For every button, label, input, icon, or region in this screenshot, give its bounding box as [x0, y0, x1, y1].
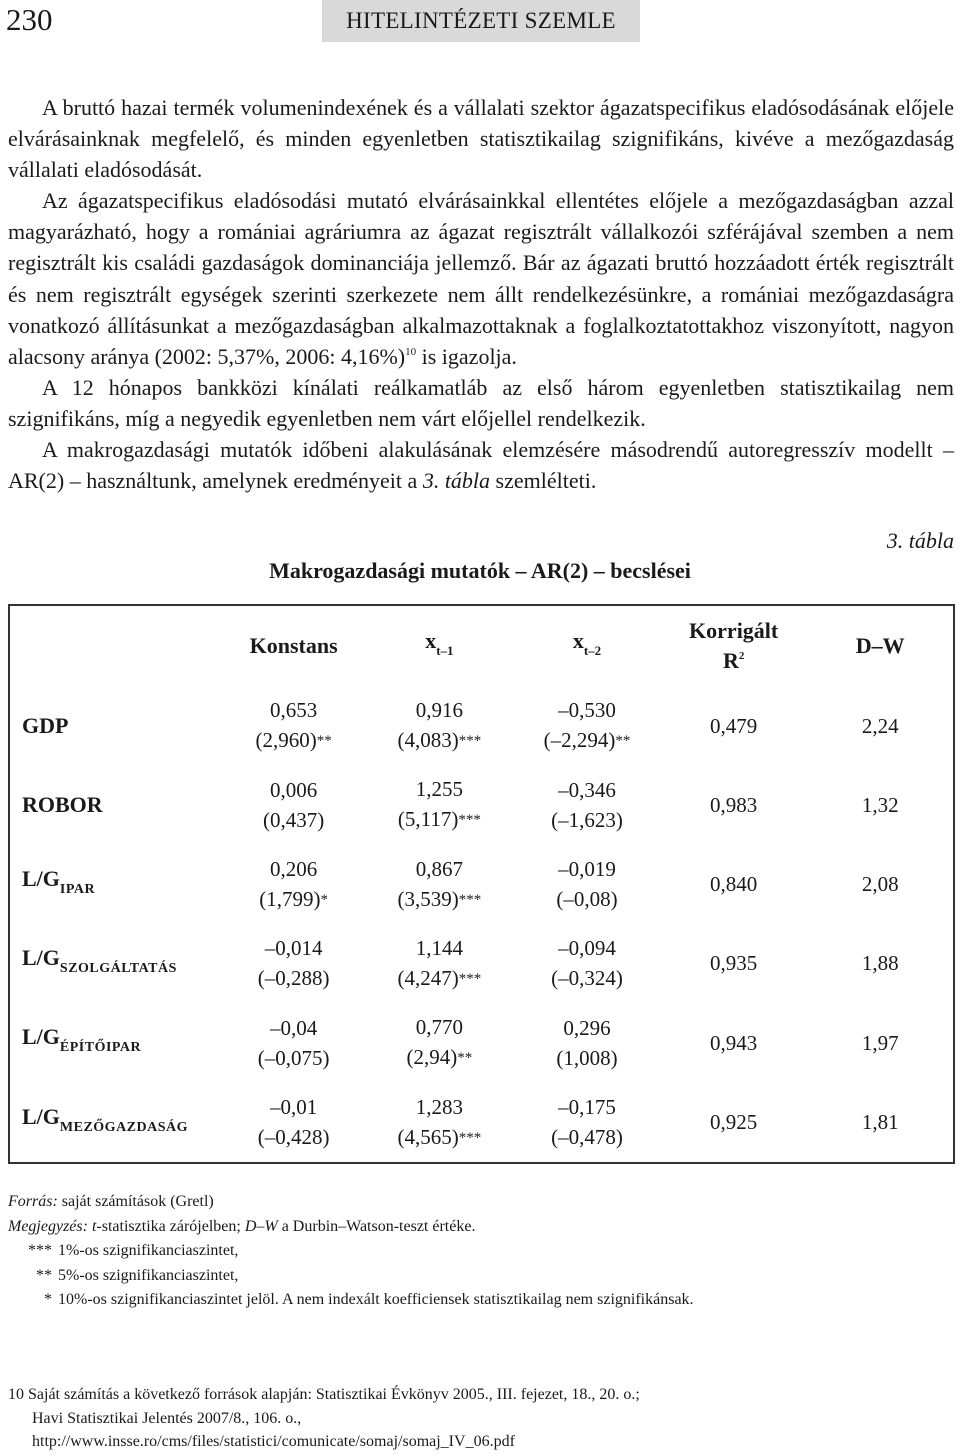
row-label-subscript: IPAR [59, 881, 96, 897]
significance-stars: *** [458, 812, 481, 829]
sig-stars-1: *** [28, 1242, 52, 1259]
remark-t: t [87, 1217, 97, 1235]
significance-stars: ** [316, 733, 332, 750]
row-label [9, 845, 223, 924]
paragraph-1: A bruttó hazai termék volumenindexének és a vállalati szektor ágazatspecifikus eladósodásának előjele elvárásainknak megfelelő, és minden egyenletben statisztikailag szignifikáns, kivéve a mezőgazdaság vállalati eladósodását. [8, 95, 954, 183]
t-stat-value: (4,247) [397, 965, 459, 990]
remark-text-1: -statisztika zárójelben; [96, 1217, 245, 1235]
remark-label: Megjegyzés: [8, 1217, 88, 1235]
row-label-main: L/G [22, 1024, 60, 1050]
coef-cell [223, 1082, 365, 1163]
t-stat-value: (4,565) [397, 1124, 459, 1149]
significance-stars: * [320, 891, 329, 908]
dw-cell: 2,24 [861, 713, 899, 738]
dw-cell: 1,97 [861, 1030, 899, 1055]
header-konstans: Konstans [249, 633, 338, 658]
coef-value: 1,144 [415, 935, 463, 960]
t-stat-value: (2,960) [255, 728, 317, 753]
coef-value: 0,916 [415, 698, 463, 723]
sig-stars-3: * [44, 1291, 52, 1308]
row-label-main: GDP [22, 712, 69, 738]
coef-cell [365, 1082, 515, 1163]
coef-value: 0,296 [563, 1015, 611, 1040]
t-stat-value: (–0,324) [551, 966, 623, 991]
table-label: 3. tábla [886, 528, 954, 553]
header-x1-symbol: x [425, 628, 437, 653]
header-r2-symbol: R [722, 648, 739, 673]
significance-stars: *** [458, 970, 482, 987]
coef-value: –0,094 [558, 936, 616, 961]
table-notes [8, 1190, 694, 1313]
t-stat-value: (3,539) [397, 886, 459, 911]
t-stat-value: (1,008) [556, 1045, 618, 1070]
significance-stars: *** [458, 1129, 482, 1146]
coef-value: –0,04 [270, 1015, 318, 1040]
r2-cell: 0,943 [710, 1030, 758, 1055]
coef-cell [365, 924, 515, 1003]
results-table [8, 604, 955, 1164]
table-row [9, 765, 954, 844]
t-stat-value: (2,94) [406, 1045, 458, 1070]
significance-stars: ** [615, 733, 631, 750]
table-row [9, 1082, 954, 1163]
t-stat-value: (–0,08) [556, 887, 618, 912]
row-label-main: ROBOR [22, 791, 103, 817]
source-note [8, 1190, 694, 1215]
dw-cell: 1,81 [861, 1110, 899, 1135]
sig-stars-2: ** [36, 1266, 52, 1284]
table-row [9, 1003, 954, 1082]
coef-value: 0,770 [415, 1015, 463, 1040]
footnote-line-2: Havi Statisztikai Jelentés 2007/8., 106. o., [32, 1409, 302, 1427]
coef-cell [365, 845, 515, 924]
source-label: Forrás: [8, 1193, 58, 1210]
sig-note-2 [8, 1264, 694, 1289]
significance-stars: *** [458, 891, 482, 908]
coef-value: 1,255 [415, 777, 463, 802]
coef-cell [365, 686, 515, 765]
paragraph-2-end: is igazolja. [416, 343, 517, 369]
header-x-t1 [365, 605, 515, 686]
t-stat-value: (–2,294) [543, 728, 616, 753]
coef-value: –0,014 [264, 936, 323, 961]
paragraph-4-end: szemlélteti. [490, 468, 597, 494]
paragraph-2-main: Az ágazatspecifikus eladósodási mutató elvárásainkkal ellentétes előjele a mezőgazdaságban azzal magyarázható, hogy a romániai agráriumra az ágazat regisztrált vállalkozói szférájával szemben a nem regisztrált kis családi gazdaságok dominanciája jellemző. Bár az ágazati bruttó hozzáadott érték regisztrált és nem regisztrált egységek szerinti szerkezete nem állt rendelkezésünkre, a romániai mezőgazdaságra vonatkozó állításunkat a mezőgazdaságban alkalmazottaknak a foglalkoztatottakhoz viszonyított, nagyon alacsony aránya (2002: 5,37%, 2006: 4,16%) [8, 188, 954, 369]
t-stat-value: (–0,428) [257, 1125, 330, 1150]
coef-value: 0,653 [270, 698, 318, 723]
remark-note [8, 1215, 694, 1240]
source-text: saját számítások (Gretl) [57, 1193, 214, 1210]
remark-dw: D–W [244, 1217, 278, 1235]
t-stat-value: (–0,288) [257, 966, 330, 991]
row-label [9, 686, 223, 765]
row-label [9, 765, 223, 844]
page-number: 230 [6, 2, 53, 37]
header-empty [9, 605, 223, 686]
dw-cell: 1,32 [861, 792, 899, 817]
header-r2-sup: 2 [738, 650, 745, 662]
row-label-main: L/G [22, 944, 60, 970]
coef-cell [223, 845, 365, 924]
table-row [9, 845, 954, 924]
coef-value: –0,01 [270, 1095, 318, 1120]
sig-note-1 [8, 1239, 694, 1264]
remark-text-2: a Durbin–Watson-teszt értéke. [277, 1217, 476, 1235]
header-x2-symbol: x [572, 628, 584, 653]
coef-cell [514, 765, 660, 844]
paragraph-3: A 12 hónapos bankközi kínálati reálkamatláb az első három egyenletben statisztikailag nem szignifikáns, míg a negyedik egyenletben nem várt előjellel rendelkezik. [8, 374, 954, 431]
header-x2-subscript: t–2 [583, 643, 602, 658]
header-x-t2 [514, 605, 660, 686]
coef-value: –0,019 [558, 857, 616, 882]
row-label-subscript: SZOLGÁLTATÁS [59, 960, 177, 976]
header-r2-line1: Korrigált [689, 618, 779, 643]
coef-cell [223, 765, 365, 844]
coef-cell [365, 765, 515, 844]
footnote-url[interactable]: http://www.insse.ro/cms/files/statistici/comunicate/somaj/somaj_IV_06.pdf [32, 1433, 515, 1450]
r2-cell: 0,479 [710, 713, 758, 738]
paragraph-4-start: A makrogazdasági mutatók időbeni alakulásának elemzésére másodrendű autoregresszív modellt – AR(2) – használtunk, amelynek eredményeit a [8, 437, 954, 494]
coef-cell [514, 686, 660, 765]
header-adjusted-r2 [660, 605, 808, 686]
paragraph-4 [8, 434, 954, 496]
coef-cell [514, 1003, 660, 1082]
coef-cell [514, 924, 660, 1003]
row-label-subscript: ÉPÍTŐIPAR [59, 1040, 142, 1056]
coef-value: –0,530 [558, 698, 616, 723]
r2-cell: 0,925 [710, 1110, 758, 1135]
r2-cell: 0,935 [710, 951, 758, 976]
row-label-main: L/G [22, 1103, 60, 1129]
coef-cell [223, 1003, 365, 1082]
significance-stars: *** [458, 733, 482, 750]
r2-cell: 0,983 [710, 792, 758, 817]
t-stat-value: (4,083) [397, 728, 459, 753]
footnote-line-1: 10 Saját számítás a következő források alapján: Statisztikai Évkönyv 2005., III. fejezet, 18., 20. o.; [8, 1386, 640, 1403]
page-header [0, 0, 960, 42]
t-stat-value: (–0,075) [257, 1045, 330, 1070]
coef-cell [514, 845, 660, 924]
row-label [9, 1003, 223, 1082]
header-dw: D–W [855, 633, 905, 658]
t-stat-value: (0,437) [263, 807, 325, 832]
table-title: Makrogazdasági mutatók – AR(2) – becslései [269, 558, 691, 583]
footnote [8, 1383, 640, 1454]
coef-cell [223, 924, 365, 1003]
footnote-ref: 10 [405, 345, 417, 358]
sig-text-2: 5%-os szignifikanciaszintet, [58, 1266, 239, 1284]
row-label [9, 924, 223, 1003]
table-reference: 3. tábla [422, 468, 491, 494]
row-label [9, 1082, 223, 1163]
coef-value: 0,206 [270, 856, 318, 881]
coef-value: 1,283 [415, 1094, 463, 1119]
coef-cell [514, 1082, 660, 1163]
dw-cell: 1,88 [861, 951, 899, 976]
coef-value: 0,867 [415, 856, 463, 881]
sig-text-1: 1%-os szignifikanciaszintet, [58, 1242, 239, 1259]
table-row [9, 924, 954, 1003]
header-x1-subscript: t–1 [436, 643, 454, 658]
coef-value: –0,346 [558, 777, 616, 802]
coef-value: 0,006 [270, 777, 318, 802]
row-label-subscript: MEZŐGAZDASÁG [59, 1119, 189, 1135]
t-stat-value: (1,799) [259, 886, 321, 911]
r2-cell: 0,840 [710, 872, 758, 897]
running-head: HITELINTÉZETI SZEMLE [322, 0, 640, 42]
sig-note-3 [8, 1288, 694, 1313]
table-row [9, 686, 954, 765]
t-stat-value: (–0,478) [551, 1125, 623, 1150]
coef-cell [365, 1003, 515, 1082]
row-label-main: L/G [22, 865, 60, 891]
sig-text-3: 10%-os szignifikanciaszintet jelöl. A nem indexált koefficiensek statisztikailag nem szignifikánsak. [58, 1291, 694, 1308]
t-stat-value: (–1,623) [551, 807, 623, 832]
coef-cell [223, 686, 365, 765]
dw-cell: 2,08 [861, 872, 899, 897]
body-text [8, 92, 954, 496]
significance-stars: ** [457, 1050, 473, 1067]
t-stat-value: (5,117) [397, 807, 459, 832]
table-header-row [9, 605, 954, 686]
coef-value: –0,175 [558, 1095, 616, 1120]
paragraph-2 [8, 185, 954, 372]
